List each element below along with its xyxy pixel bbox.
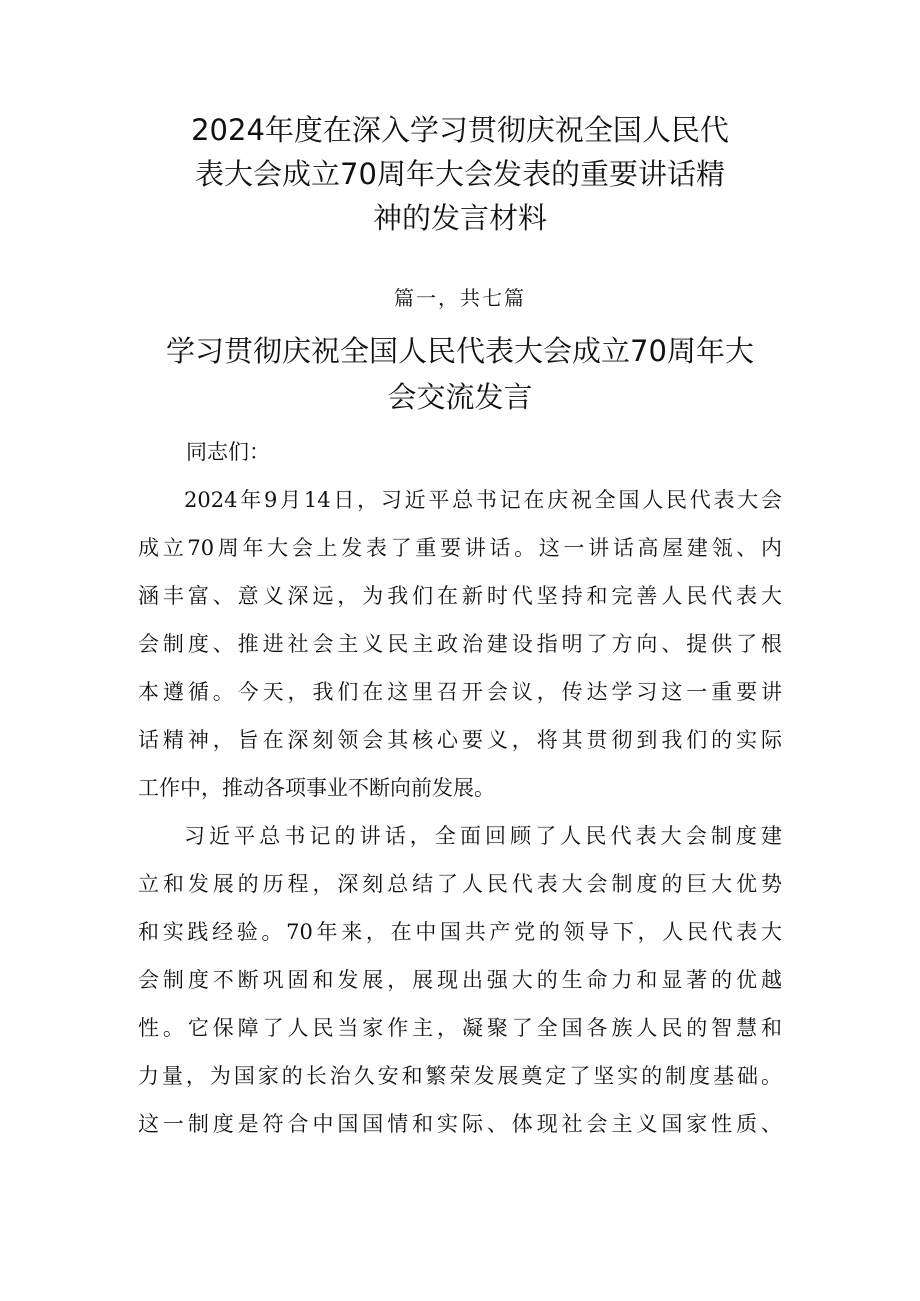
- title-line-2: 表大会成立70周年大会发表的重要讲话精: [195, 157, 725, 191]
- paragraph-1: [138, 476, 782, 812]
- document-title: [0, 108, 920, 240]
- salutation: 同志们：: [186, 440, 270, 464]
- paragraph-line: 性。它保障了人民当家作主，凝聚了全国各族人民的智慧和: [138, 1016, 782, 1040]
- title-line-3: 神的发言材料: [372, 201, 547, 235]
- paragraph-2: [138, 812, 782, 1148]
- paragraph-line: 2024年9月14日，习近平总书记在庆祝全国人民代表大会: [184, 488, 782, 512]
- document-body: [138, 428, 782, 1148]
- paragraph-line: 话精神，旨在深刻领会其核心要义，将其贯彻到我们的实际: [138, 728, 782, 752]
- paragraph-line: 力量，为国家的长治久安和繁荣发展奠定了坚实的制度基础。: [138, 1064, 782, 1088]
- title-line-1: 2024年度在深入学习贯彻庆祝全国人民代: [191, 113, 729, 147]
- paragraph-line: 工作中，推动各项事业不断向前发展。: [138, 776, 495, 800]
- section-title: [0, 328, 920, 420]
- paragraph-line: 成立70周年大会上发表了重要讲话。这一讲话高屋建瓴、内: [138, 536, 782, 560]
- paragraph-line: 会制度不断巩固和发展，展现出强大的生命力和显著的优越: [138, 968, 782, 992]
- section-title-line-2: 会交流发言: [387, 380, 533, 414]
- paragraph-line: 和实践经验。70年来，在中国共产党的领导下，人民代表大: [138, 920, 782, 944]
- paragraph-line: 习近平总书记的讲话，全面回顾了人民代表大会制度建: [184, 824, 782, 848]
- part-marker: 篇一，共七篇: [394, 286, 526, 310]
- paragraph-line: 本遵循。今天，我们在这里召开会议，传达学习这一重要讲: [138, 680, 782, 704]
- paragraph-line: 会制度、推进社会主义民主政治建设指明了方向、提供了根: [138, 632, 782, 656]
- paragraph-line: 涵丰富、意义深远，为我们在新时代坚持和完善人民代表大: [138, 584, 782, 608]
- paragraph-line: 立和发展的历程，深刻总结了人民代表大会制度的巨大优势: [138, 872, 782, 896]
- paragraph-line: 这一制度是符合中国国情和实际、体现社会主义国家性质、: [138, 1112, 782, 1136]
- section-title-line-1: 学习贯彻庆祝全国人民代表大会成立70周年大: [166, 334, 754, 368]
